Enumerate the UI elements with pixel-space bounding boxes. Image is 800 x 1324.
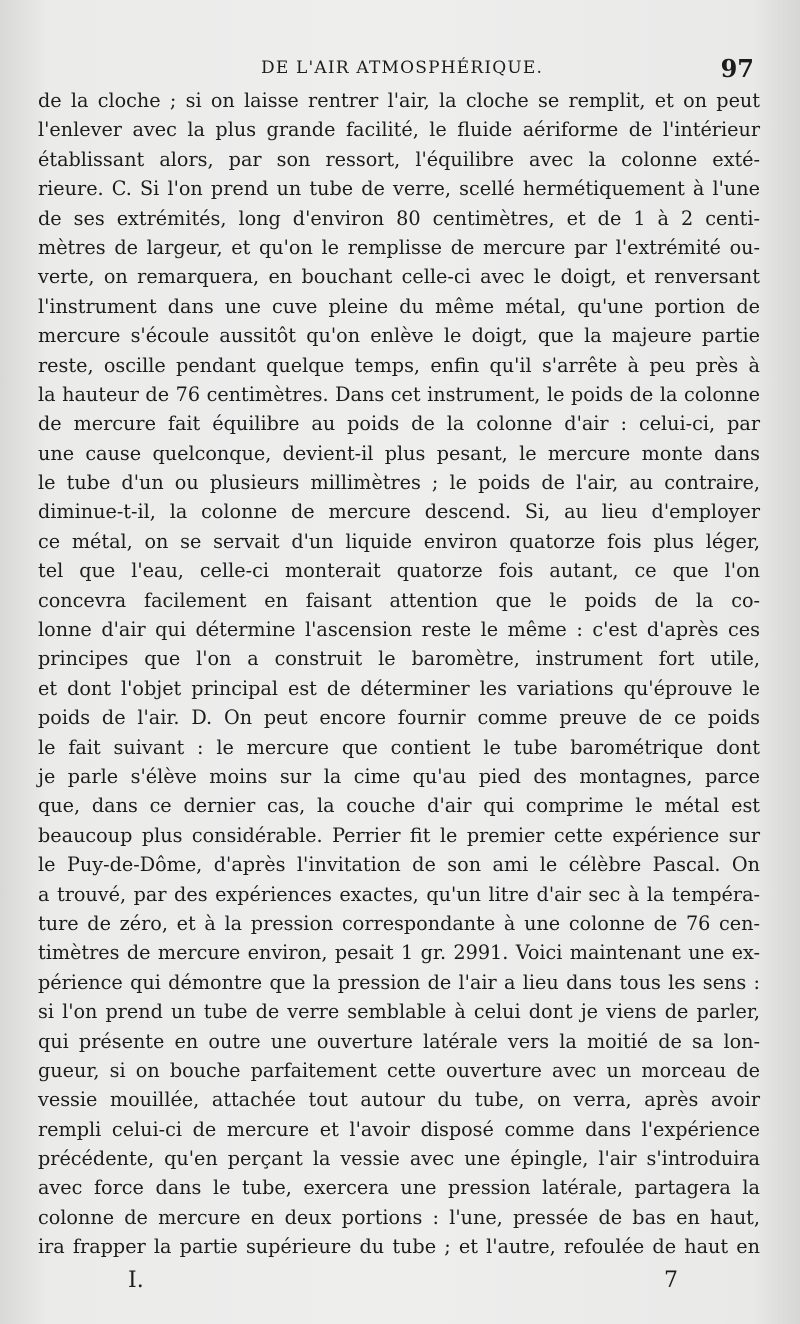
text-line: diminue-t-il, la colonne de mercure descend. Si, au lieu d'employer xyxy=(38,500,760,524)
text-line: mètres de largeur, et qu'on le remplisse de mercure par l'extrémité ou- xyxy=(38,235,760,259)
page-footer xyxy=(128,1268,678,1302)
text-line: établissant alors, par son ressort, l'équilibre avec la colonne exté- xyxy=(38,147,760,171)
text-line: je parle s'élève moins sur la cime qu'au pied des montagnes, parce xyxy=(38,764,760,788)
signature-mark: I. xyxy=(128,1268,144,1293)
text-line: le tube d'un ou plusieurs millimètres ; le poids de l'air, au contraire, xyxy=(38,471,760,495)
signature-number: 7 xyxy=(664,1268,678,1293)
text-line: timètres de mercure environ, pesait 1 gr. 2991. Voici maintenant une ex- xyxy=(38,941,760,965)
text-line: la hauteur de 76 centimètres. Dans cet instrument, le poids de la colonne xyxy=(38,382,760,406)
text-line: l'instrument dans une cuve pleine du même métal, qu'une portion de xyxy=(38,294,760,318)
page-header xyxy=(36,54,754,88)
text-line: l'enlever avec la plus grande facilité, le fluide aériforme de l'intérieur xyxy=(38,118,760,142)
text-line: ture de zéro, et à la pression correspondante à une colonne de 76 cen- xyxy=(38,911,760,935)
text-line: ira frapper la partie supérieure du tube ; et l'autre, refoulée de haut en xyxy=(38,1235,760,1259)
text-line: le fait suivant : le mercure que contient le tube barométrique dont xyxy=(38,735,760,759)
text-line: verte, on remarquera, en bouchant celle-ci avec le doigt, et renversant xyxy=(38,265,760,289)
text-line: tel que l'eau, celle-ci monterait quatorze fois autant, ce que l'on xyxy=(38,559,760,583)
text-line: périence qui démontre que la pression de l'air a lieu dans tous les sens : xyxy=(38,970,760,994)
page-number: 97 xyxy=(720,54,754,83)
running-title: DE L'AIR ATMOSPHÉRIQUE. xyxy=(261,58,544,78)
text-line: que, dans ce dernier cas, la couche d'air qui comprime le métal est xyxy=(38,794,760,818)
text-line: qui présente en outre une ouverture latérale vers la moitié de sa lon- xyxy=(38,1029,760,1053)
text-line: avec force dans le tube, exercera une pression latérale, partagera la xyxy=(38,1176,760,1200)
text-line: mercure s'écoule aussitôt qu'on enlève le doigt, que la majeure partie xyxy=(38,324,760,348)
text-line: rieure. C. Si l'on prend un tube de verre, scellé hermétiquement à l'une xyxy=(38,177,760,201)
text-line: le Puy-de-Dôme, d'après l'invitation de son ami le célèbre Pascal. On xyxy=(38,853,760,877)
text-line: principes que l'on a construit le baromètre, instrument fort utile, xyxy=(38,647,760,671)
text-line: a trouvé, par des expériences exactes, qu'un litre d'air sec à la tempéra- xyxy=(38,882,760,906)
text-line: reste, oscille pendant quelque temps, enfin qu'il s'arrête à peu près à xyxy=(38,353,760,377)
text-line: précédente, qu'en perçant la vessie avec une épingle, l'air s'introduira xyxy=(38,1147,760,1171)
text-line: et dont l'objet principal est de déterminer les variations qu'éprouve le xyxy=(38,676,760,700)
text-line: si l'on prend un tube de verre semblable à celui dont je viens de parler, xyxy=(38,1000,760,1024)
text-line: de mercure fait équilibre au poids de la colonne d'air : celui-ci, par xyxy=(38,412,760,436)
body-text xyxy=(38,86,760,1262)
text-line: vessie mouillée, attachée tout autour du tube, on verra, après avoir xyxy=(38,1088,760,1112)
text-line: une cause quelconque, devient-il plus pesant, le mercure monte dans xyxy=(38,441,760,465)
text-line: de ses extrémités, long d'environ 80 centimètres, et de 1 à 2 centi- xyxy=(38,206,760,230)
text-line: rempli celui-ci de mercure et l'avoir disposé comme dans l'expérience xyxy=(38,1117,760,1141)
text-line: gueur, si on bouche parfaitement cette ouverture avec un morceau de xyxy=(38,1058,760,1082)
text-line: poids de l'air. D. On peut encore fournir comme preuve de ce poids xyxy=(38,706,760,730)
text-line: concevra facilement en faisant attention que le poids de la co- xyxy=(38,588,760,612)
text-line: lonne d'air qui détermine l'ascension reste le même : c'est d'après ces xyxy=(38,618,760,642)
text-line: de la cloche ; si on laisse rentrer l'air, la cloche se remplit, et on peut xyxy=(38,89,760,112)
text-line: beaucoup plus considérable. Perrier fit le premier cette expérience sur xyxy=(38,823,760,847)
text-line: ce métal, on se servait d'un liquide environ quatorze fois plus léger, xyxy=(38,529,760,553)
text-line: colonne de mercure en deux portions : l'une, pressée de bas en haut, xyxy=(38,1205,760,1229)
